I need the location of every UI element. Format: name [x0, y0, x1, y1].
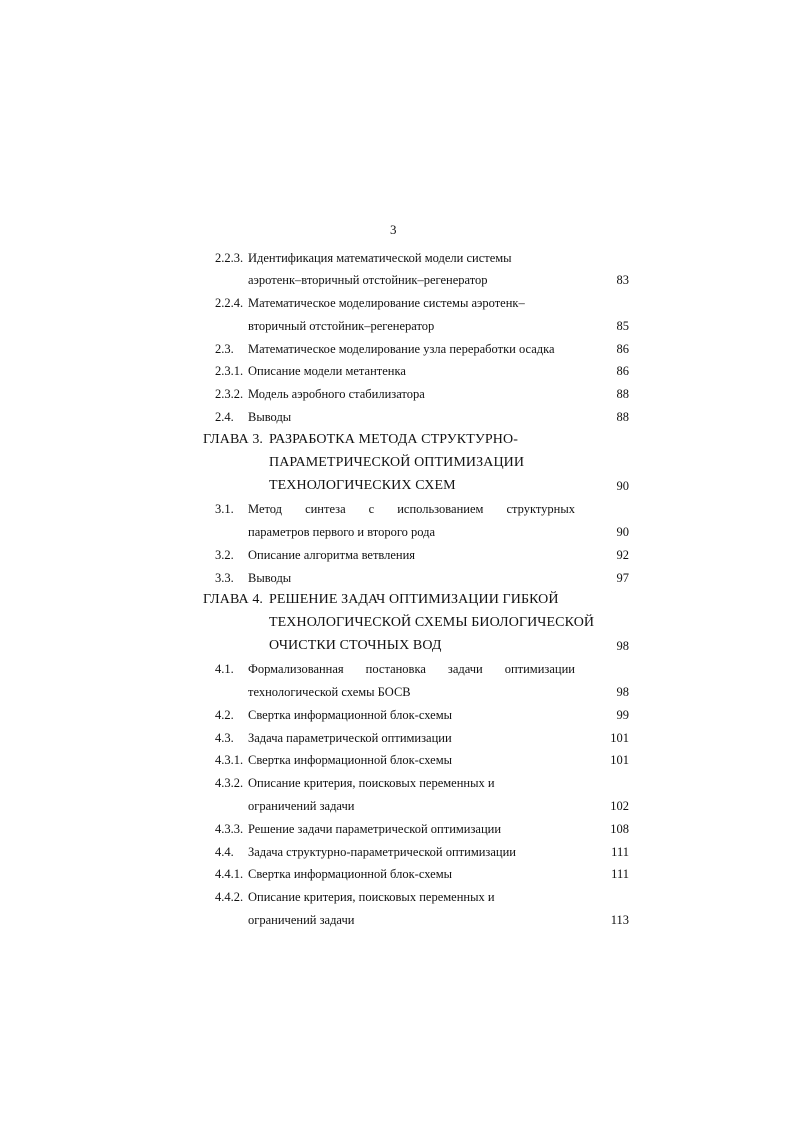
- toc-title: Свертка информационной блок-схемы: [248, 753, 453, 767]
- toc-number: 2.2.3.: [215, 251, 244, 265]
- toc-page: 92: [616, 548, 629, 562]
- toc-title: ограничений задачи: [248, 799, 355, 813]
- toc-title: Свертка информационной блок-схемы: [248, 867, 453, 881]
- page-number: 3: [390, 222, 397, 237]
- toc-title: Описание алгоритма ветвления: [248, 548, 416, 562]
- chapter-title: ПАРАМЕТРИЧЕСКОЙ ОПТИМИЗАЦИИ: [269, 455, 525, 470]
- toc-number: 3.2.: [215, 548, 234, 562]
- toc-title: Выводы: [248, 571, 292, 585]
- toc-page: 86: [616, 364, 629, 378]
- toc-title: аэротенк–вторичный отстойник–регенератор: [248, 273, 488, 287]
- toc-page: 99: [616, 708, 629, 722]
- toc-title: Математическое моделирование узла переработки осадка: [248, 342, 555, 356]
- toc-page: 90: [616, 479, 629, 493]
- toc-number: 3.1.: [215, 502, 234, 516]
- toc-title: Решение задачи параметрической оптимизации: [248, 822, 502, 836]
- toc-title: Описание модели метантенка: [248, 364, 406, 378]
- word: Метод: [248, 502, 283, 516]
- toc-number: 4.4.: [215, 845, 234, 859]
- toc-page: 83: [616, 273, 629, 287]
- toc-page: 101: [610, 731, 629, 745]
- toc-page: 102: [610, 799, 629, 813]
- toc-title: параметров первого и второго рода: [248, 525, 436, 539]
- toc-title: ограничений задачи: [248, 913, 355, 927]
- word: синтеза: [305, 502, 346, 516]
- word: структурных: [506, 502, 575, 516]
- toc-title: Описание критерия, поисковых переменных и: [248, 776, 495, 790]
- toc-page: 90: [616, 525, 629, 539]
- toc-number: 2.3.2.: [215, 387, 244, 401]
- toc-page: 101: [610, 753, 629, 767]
- chapter-title: ТЕХНОЛОГИЧЕСКОЙ СХЕМЫ БИОЛОГИЧЕСКОЙ: [269, 615, 595, 630]
- toc-number: 2.2.4.: [215, 296, 244, 310]
- toc-page: 88: [616, 387, 629, 401]
- word: задачи: [447, 662, 483, 676]
- toc-number: 4.4.2.: [215, 890, 244, 904]
- toc-page: 113: [610, 913, 629, 927]
- toc-title: Задача параметрической оптимизации: [248, 731, 452, 745]
- toc-title: вторичный отстойник–регенератор: [248, 319, 435, 333]
- toc-number: 2.3.: [215, 342, 234, 356]
- word: Формализованная: [248, 662, 344, 676]
- chapter-number: ГЛАВА 3.: [203, 432, 264, 447]
- toc-title: Идентификация математической модели системы: [248, 251, 512, 265]
- toc-title: Выводы: [248, 410, 292, 424]
- toc-number: 4.3.3.: [215, 822, 244, 836]
- toc-title: технологической схемы БОСВ: [248, 685, 411, 699]
- toc-page: 88: [616, 410, 629, 424]
- chapter-title: РАЗРАБОТКА МЕТОДА СТРУКТУРНО-: [269, 432, 518, 447]
- toc-title-justified: [248, 661, 575, 677]
- word: оптимизации: [504, 662, 575, 676]
- word: с: [368, 502, 375, 516]
- chapter-number: ГЛАВА 4.: [203, 592, 264, 607]
- chapter-title: ТЕХНОЛОГИЧЕСКИХ СХЕМ: [269, 478, 456, 493]
- toc-number: 3.3.: [215, 571, 234, 585]
- toc-title: Математическое моделирование системы аэротенк–: [248, 296, 525, 310]
- toc-title-justified: [248, 501, 575, 517]
- toc-number: 2.3.1.: [215, 364, 244, 378]
- toc-number: 4.3.2.: [215, 776, 244, 790]
- toc-page: 111: [611, 845, 629, 859]
- chapter-title: ОЧИСТКИ СТОЧНЫХ ВОД: [269, 638, 442, 653]
- toc-page: 111: [611, 867, 629, 881]
- toc-number: 2.4.: [215, 410, 234, 424]
- toc-page: 98: [616, 685, 629, 699]
- toc-page: 97: [616, 571, 629, 585]
- toc-page: 98: [616, 639, 629, 653]
- toc-number: 4.4.1.: [215, 867, 244, 881]
- toc-title: Задача структурно-параметрической оптимизации: [248, 845, 516, 859]
- toc-page: 85: [616, 319, 629, 333]
- toc-title: Модель аэробного стабилизатора: [248, 387, 425, 401]
- toc-number: 4.3.1.: [215, 753, 244, 767]
- toc-page: 108: [610, 822, 629, 836]
- toc-title: Свертка информационной блок-схемы: [248, 708, 453, 722]
- word: использованием: [397, 502, 484, 516]
- toc-number: 4.2.: [215, 708, 234, 722]
- toc-number: 4.1.: [215, 662, 234, 676]
- word: постановка: [365, 662, 426, 676]
- toc-number: 4.3.: [215, 731, 234, 745]
- chapter-title: РЕШЕНИЕ ЗАДАЧ ОПТИМИЗАЦИИ ГИБКОЙ: [269, 592, 559, 607]
- toc-title: Описание критерия, поисковых переменных и: [248, 890, 495, 904]
- toc-page: 86: [616, 342, 629, 356]
